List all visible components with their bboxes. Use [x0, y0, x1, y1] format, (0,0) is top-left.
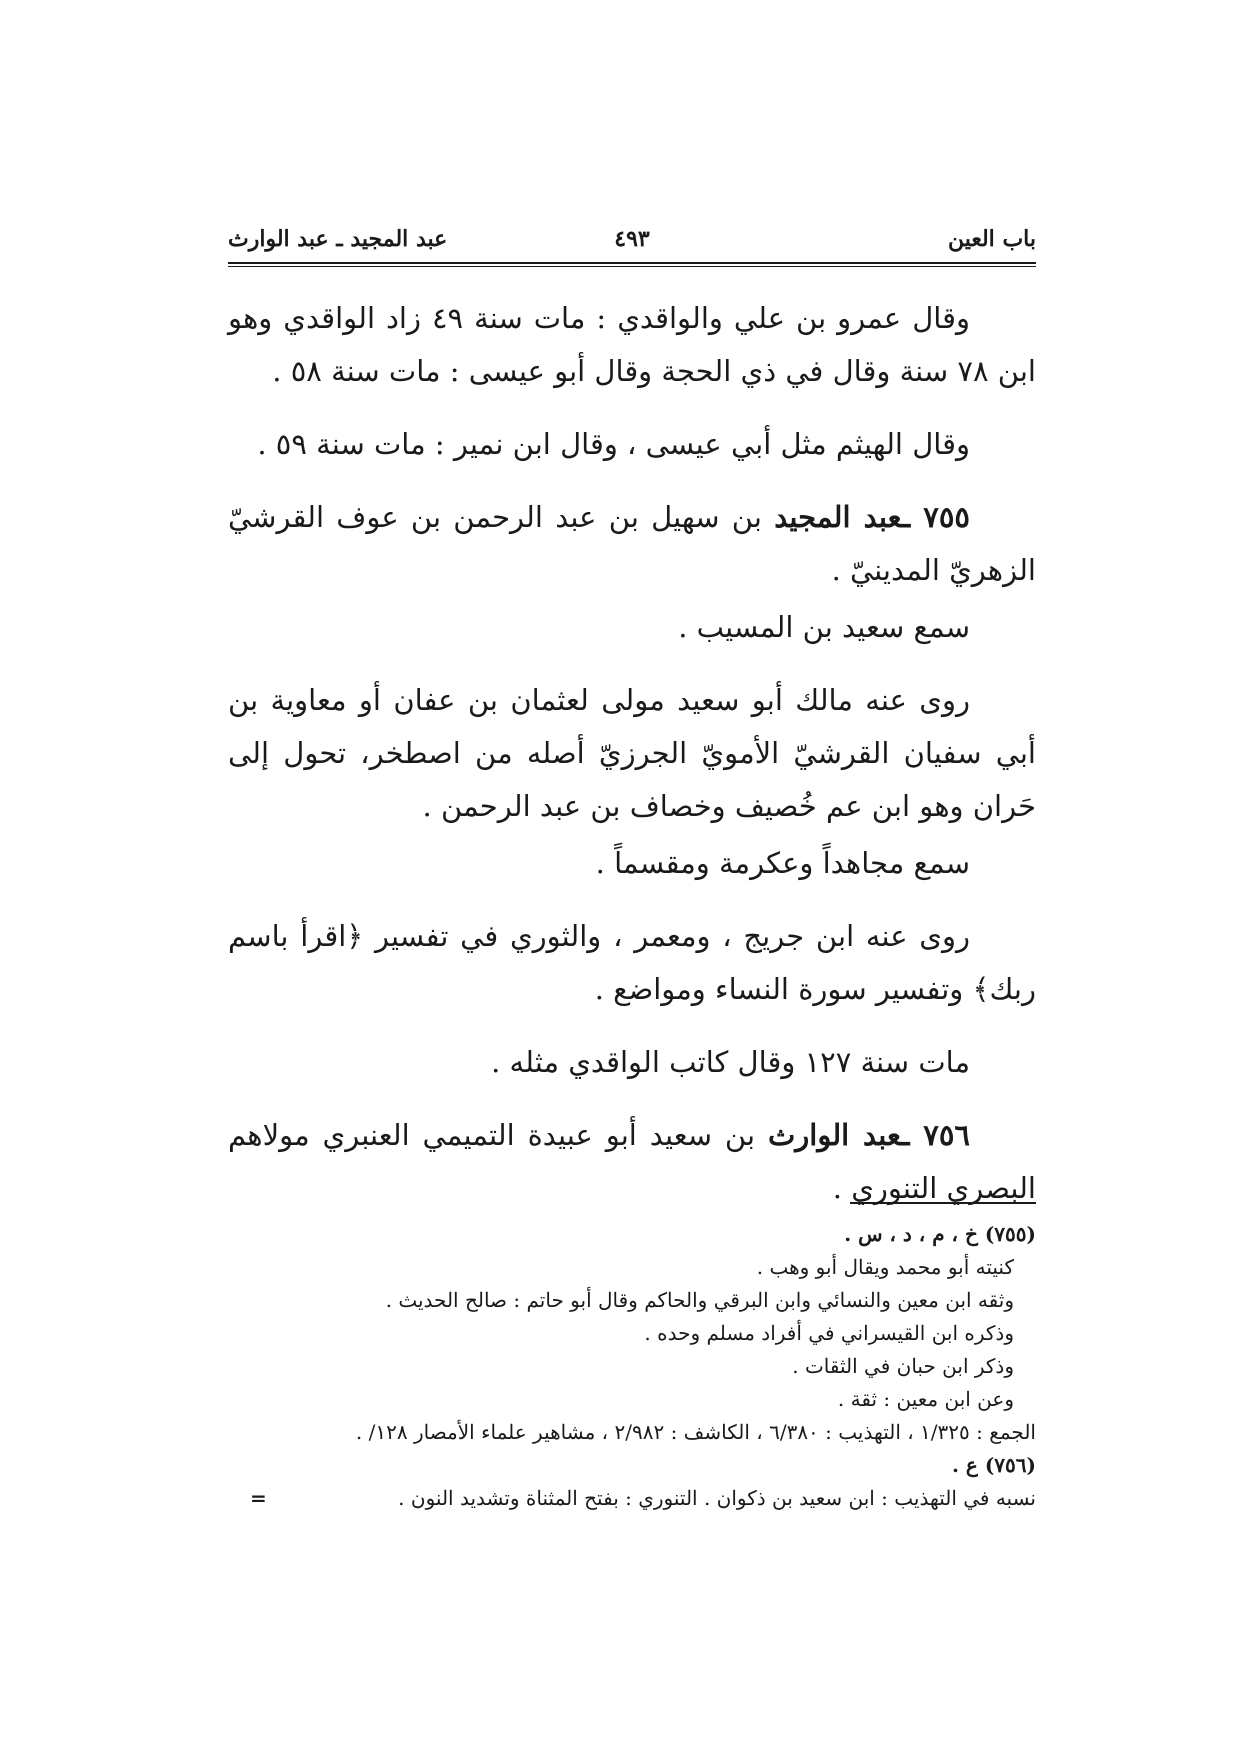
continuation-mark: =: [250, 1486, 267, 1510]
paragraph: وقال عمرو بن علي والواقدي : مات سنة ٤٩ زاد الواقدي وهو ابن ٧٨ سنة وقال في ذي الحجة وقال أبو عيسى : مات سنة ٥٨ .: [228, 301, 1036, 388]
paragraph: مات سنة ١٢٧ وقال كاتب الواقدي مثله .: [491, 1045, 970, 1079]
footnote-text: نسبه في التهذيب : ابن سعيد بن ذكوان . التنوري : بفتح المثناة وتشديد النون .: [398, 1486, 1036, 1510]
page-number: ٤٩٣: [614, 226, 650, 252]
footnote-755-heading: (٧٥٥) خ ، م ، د ، س .: [844, 1222, 1036, 1246]
paragraph: روى عنه مالك أبو سعيد مولى لعثمان بن عفان أو معاوية بن أبي سفيان القرشيّ الأمويّ الجرزيّ أصله من اصطخر، تحول إلى حَران وهو ابن عم خُصيف وخصاف بن عبد الرحمن .: [228, 683, 1036, 823]
paragraph: وقال الهيثم مثل أبي عيسى ، وقال ابن نمير : مات سنة ٥٩ .: [257, 427, 970, 461]
footnote-sources: الجمع : ١/٣٢٥ ، التهذيب : ٦/٣٨٠ ، الكاشف : ٢/٩٨٢ ، مشاهير علماء الأمصار ١٢٨/ .: [355, 1420, 1036, 1444]
entry-name: عبد المجيد: [774, 500, 902, 534]
footnote-line: وعن ابن معين : ثقة .: [837, 1387, 1014, 1411]
entry-lineage: بن سهيل بن عبد الرحمن بن عوف القرشيّ الزهريّ المدينيّ .: [228, 500, 1036, 587]
entry-name: عبد الوارث: [767, 1118, 901, 1152]
footnote-line: وذكره ابن القيسراني في أفراد مسلم وحده .: [644, 1321, 1014, 1345]
paragraph: سمع سعيد بن المسيب .: [678, 610, 970, 644]
running-header: [228, 220, 1036, 264]
entry-756: [228, 1109, 1036, 1215]
main-text: [228, 292, 1036, 1235]
paragraph: سمع مجاهداً وعكرمة ومقسماً .: [595, 846, 970, 880]
footnote-line: وثقه ابن معين والنسائي وابن البرقي والحاكم وقال أبو حاتم : صالح الحديث .: [385, 1288, 1014, 1312]
header-rule: [228, 262, 1036, 264]
section-title: عبد المجيد ـ عبد الوارث: [228, 226, 448, 252]
entry-number: ٧٥٦ ـ: [900, 1118, 971, 1152]
entry-lineage: بن سعيد أبو عبيدة التميمي العنبري مولاهم البصري التنوري .: [228, 1118, 1036, 1205]
footnote-separator: [850, 1202, 1036, 1204]
footnotes: [228, 1218, 1036, 1515]
footnote-line: وذكر ابن حبان في الثقات .: [792, 1354, 1014, 1378]
footnote-line: كنيته أبو محمد ويقال أبو وهب .: [756, 1255, 1014, 1279]
entry-number: ٧٥٥ ـ: [901, 500, 971, 534]
entry-755: [228, 491, 1036, 597]
paragraph: روى عنه ابن جريج ، ومعمر ، والثوري في تفسير ﴿اقرأ باسم ربك﴾ وتفسير سورة النساء ومواضع .: [228, 919, 1036, 1006]
footnote-line-last: [228, 1482, 1036, 1515]
chapter-title: باب العين: [947, 226, 1036, 252]
footnote-756-heading: (٧٥٦) ع .: [952, 1453, 1036, 1477]
header-rule-thin: [228, 266, 1036, 267]
